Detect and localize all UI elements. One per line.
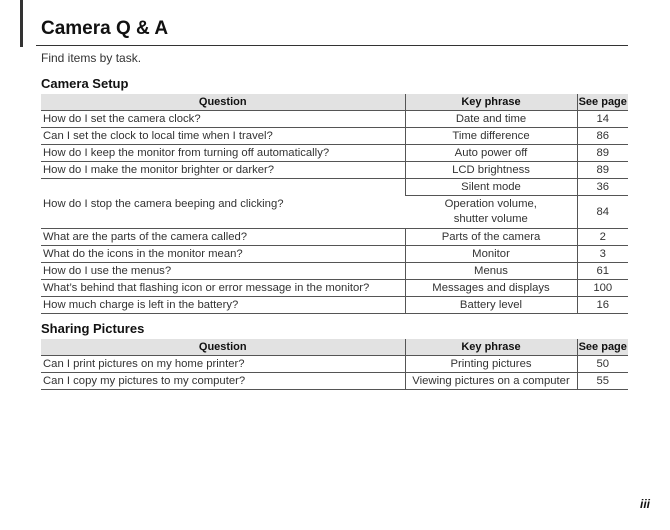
question-cell: What do the icons in the monitor mean? — [41, 246, 405, 263]
key-phrase-line: shutter volume — [453, 213, 528, 225]
table-row — [41, 111, 628, 128]
question-cell: How do I use the menus? — [41, 263, 405, 280]
question-cell: How do I keep the monitor from turning off automatically? — [41, 145, 405, 162]
question-cell: How do I set the camera clock? — [41, 111, 405, 128]
key-phrase-cell — [405, 196, 577, 229]
question-cell: Can I copy my pictures to my computer? — [41, 373, 405, 390]
table-row — [41, 246, 628, 263]
sidebar-accent-bar — [20, 0, 23, 47]
question-cell: How do I make the monitor brighter or darker? — [41, 162, 405, 179]
page-cell: 86 — [577, 128, 628, 145]
question-cell: Can I set the clock to local time when I travel? — [41, 128, 405, 145]
table-row — [41, 128, 628, 145]
table-row — [41, 356, 628, 373]
page-cell: 36 — [577, 179, 628, 196]
table-row — [41, 297, 628, 314]
page-cell: 2 — [577, 229, 628, 246]
question-cell: How much charge is left in the battery? — [41, 297, 405, 314]
header-see-page: See page — [577, 339, 628, 356]
page-subtitle: Find items by task. — [41, 51, 142, 65]
page-cell: 89 — [577, 162, 628, 179]
header-question: Question — [41, 94, 405, 111]
page-cell: 89 — [577, 145, 628, 162]
table-header-row — [41, 94, 628, 111]
key-phrase-line: Operation volume, — [444, 198, 537, 210]
page-number: iii — [639, 497, 650, 511]
header-key-phrase: Key phrase — [405, 339, 577, 356]
key-phrase-cell: Time difference — [405, 128, 577, 145]
question-cell: Can I print pictures on my home printer? — [41, 356, 405, 373]
header-key-phrase: Key phrase — [405, 94, 577, 111]
page-cell: 14 — [577, 111, 628, 128]
section-heading-camera-setup: Camera Setup — [41, 76, 129, 91]
page-cell: 3 — [577, 246, 628, 263]
table-row — [41, 280, 628, 297]
header-question: Question — [41, 339, 405, 356]
key-phrase-cell: Silent mode — [405, 179, 577, 196]
key-phrase-cell: Battery level — [405, 297, 577, 314]
table-row — [41, 229, 628, 246]
sharing-pictures-table — [41, 339, 628, 390]
key-phrase-cell: Viewing pictures on a computer — [405, 373, 577, 390]
page-cell: 84 — [577, 196, 628, 229]
camera-setup-table — [41, 94, 628, 314]
page-cell: 55 — [577, 373, 628, 390]
table-row — [41, 179, 628, 196]
key-phrase-cell: Monitor — [405, 246, 577, 263]
table-row — [41, 162, 628, 179]
question-cell: How do I stop the camera beeping and clicking? — [41, 179, 405, 229]
key-phrase-cell: Date and time — [405, 111, 577, 128]
question-cell: What are the parts of the camera called? — [41, 229, 405, 246]
table-row — [41, 373, 628, 390]
key-phrase-cell: Menus — [405, 263, 577, 280]
title-divider — [36, 45, 628, 46]
key-phrase-cell: Parts of the camera — [405, 229, 577, 246]
page-cell: 61 — [577, 263, 628, 280]
table-header-row — [41, 339, 628, 356]
table-row — [41, 145, 628, 162]
key-phrase-cell: LCD brightness — [405, 162, 577, 179]
section-heading-sharing-pictures: Sharing Pictures — [41, 321, 145, 336]
question-cell: What’s behind that flashing icon or error message in the monitor? — [41, 280, 405, 297]
page-cell: 16 — [577, 297, 628, 314]
key-phrase-cell: Printing pictures — [405, 356, 577, 373]
header-see-page: See page — [577, 94, 628, 111]
key-phrase-cell: Auto power off — [405, 145, 577, 162]
page-title: Camera Q & A — [41, 18, 169, 39]
page-cell: 50 — [577, 356, 628, 373]
page-cell: 100 — [577, 280, 628, 297]
key-phrase-cell: Messages and displays — [405, 280, 577, 297]
table-row — [41, 263, 628, 280]
